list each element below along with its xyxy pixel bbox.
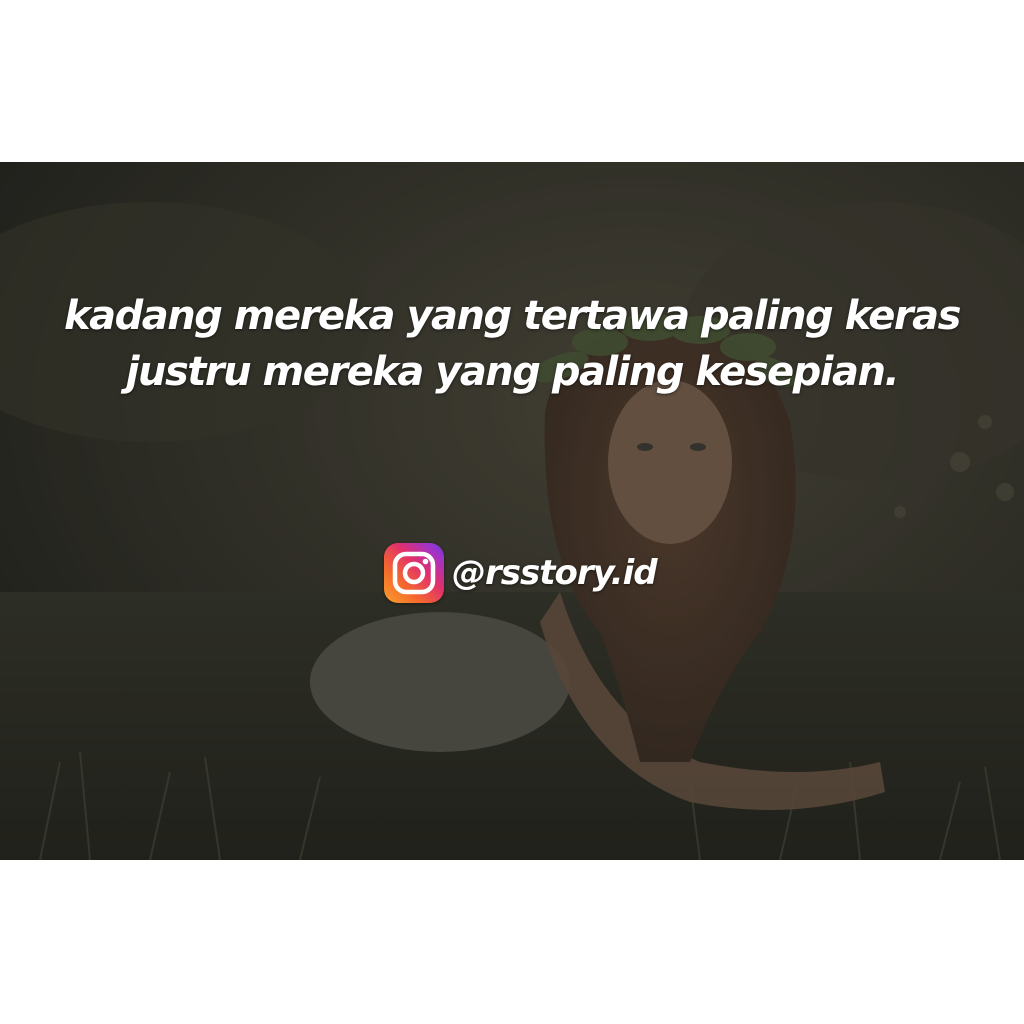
quote-text: [0, 288, 1024, 400]
account-handle: [384, 542, 657, 604]
handle-text: @rsstory.id: [452, 553, 657, 593]
woman-in-grass-photo: [0, 162, 1024, 860]
instagram-icon: [384, 543, 444, 603]
quote-line-2: justru mereka yang paling kesepian.: [125, 349, 899, 395]
quote-line-1: kadang mereka yang tertawa paling keras: [64, 293, 960, 339]
background-photo: [0, 162, 1024, 860]
